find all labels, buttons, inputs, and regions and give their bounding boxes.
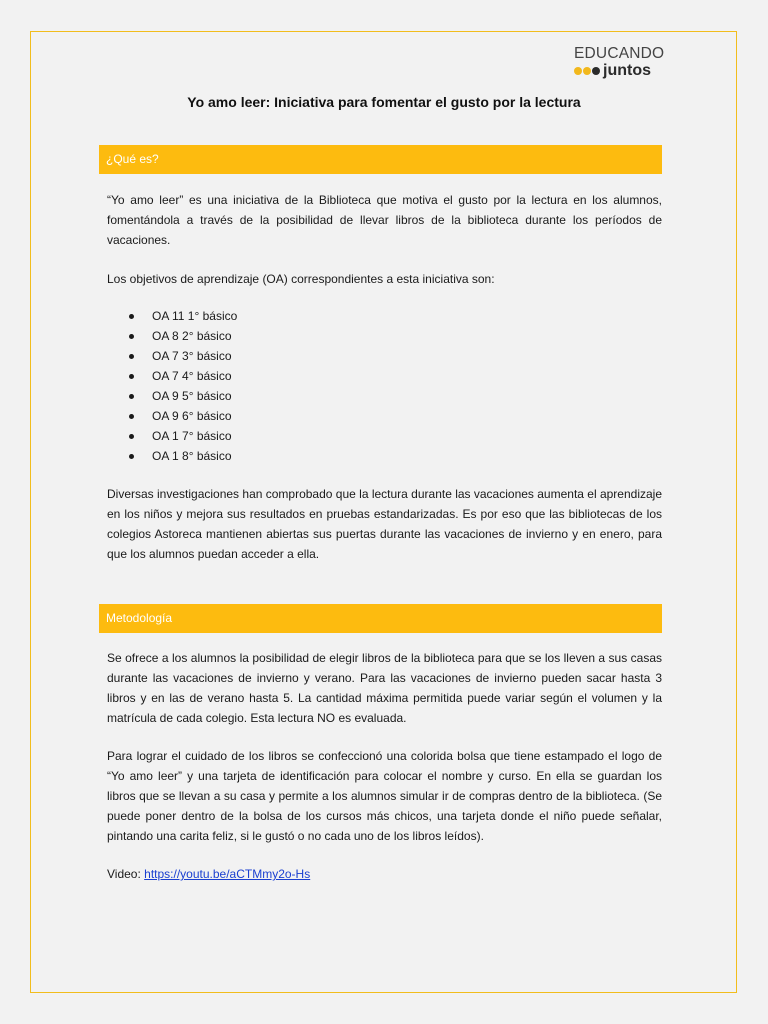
list-item (107, 406, 237, 426)
metodologia-paragraph-2: Para lograr el cuidado de los libros se confeccionó una colorida bolsa que tiene estampado el logo de “Yo amo leer” y una tarjeta de identificación para colocar el nombre y curso. En ella se guardan los libros que se llevan a su casa y permite a los alumnos simular ir de compras dentro de la biblioteca. (Se puede poner dentro de la bolsa de los cursos más chicos, una tarjeta donde el niño puede señalar, pintando una carita feliz, si le gustó o no cada uno de los libros leídos). (107, 749, 662, 843)
objective-label: OA 8 2° básico (152, 329, 232, 343)
logo-juntos-text: juntos (603, 62, 651, 79)
que-es-paragraph-3: Diversas investigaciones han comprobado que la lectura durante las vacaciones aumenta el aprendizaje en los niños y mejora sus resultados en pruebas estandarizadas. Es por eso que las bibliotecas de los colegios Astoreca mantienen abiertas sus puertas durante las vacaciones de invierno y en enero, para que los alumnos puedan acceder a ella. (107, 487, 662, 561)
document-title: Yo amo leer: Iniciativa para fomentar el gusto por la lectura (187, 94, 581, 110)
que-es-paragraph-1: “Yo amo leer” es una iniciativa de la Biblioteca que motiva el gusto por la lectura en los alumnos, fomentándola a través de la posibilidad de llevar libros de la biblioteca durante los períodos de vacaciones. (107, 193, 662, 247)
section-heading-metodologia: Metodología (99, 604, 662, 633)
list-item (107, 346, 237, 366)
bullet-icon (129, 354, 134, 359)
video-line (107, 864, 310, 884)
bullet-icon (129, 394, 134, 399)
logo-gold-dot-icon (583, 67, 591, 75)
bullet-icon (129, 334, 134, 339)
bullet-icon (129, 374, 134, 379)
logo-gold-dot-icon (574, 67, 582, 75)
list-item (107, 366, 237, 386)
objective-label: OA 9 6° básico (152, 409, 232, 423)
objective-label: OA 1 8° básico (152, 449, 232, 463)
logo-educando-text: EDUCANDO (574, 45, 665, 62)
bullet-icon (129, 454, 134, 459)
video-link[interactable]: https://youtu.be/aCTMmy2o-Hs (144, 867, 311, 881)
bullet-icon (129, 434, 134, 439)
objective-label: OA 9 5° básico (152, 389, 232, 403)
list-item (107, 326, 237, 346)
bullet-icon (129, 314, 134, 319)
bullet-icon (129, 414, 134, 419)
list-item (107, 386, 237, 406)
list-item (107, 446, 237, 466)
logo-dark-dot-icon (592, 67, 600, 75)
que-es-paragraph-2: Los objetivos de aprendizaje (OA) correspondientes a esta iniciativa son: (107, 272, 495, 286)
objectives-list (107, 306, 237, 466)
educando-juntos-logo (574, 45, 674, 85)
objective-label: OA 1 7° básico (152, 429, 232, 443)
list-item (107, 306, 237, 326)
objective-label: OA 7 3° básico (152, 349, 232, 363)
logo-juntos-row (574, 62, 674, 80)
list-item (107, 426, 237, 446)
objective-label: OA 7 4° básico (152, 369, 232, 383)
video-label: Video: (107, 867, 145, 881)
metodologia-paragraph-1: Se ofrece a los alumnos la posibilidad de elegir libros de la biblioteca para que se los lleven a sus casas durante las vacaciones de invierno y verano. Para las vacaciones de invierno pueden sacar hasta 3 libros y en las de verano hasta 5. La cantidad máxima permitida puede variar según el volumen y la matrícula de cada colegio. Esta lectura NO es evaluada. (107, 651, 662, 725)
objective-label: OA 11 1° básico (152, 309, 238, 323)
section-heading-que-es: ¿Qué es? (99, 145, 662, 174)
